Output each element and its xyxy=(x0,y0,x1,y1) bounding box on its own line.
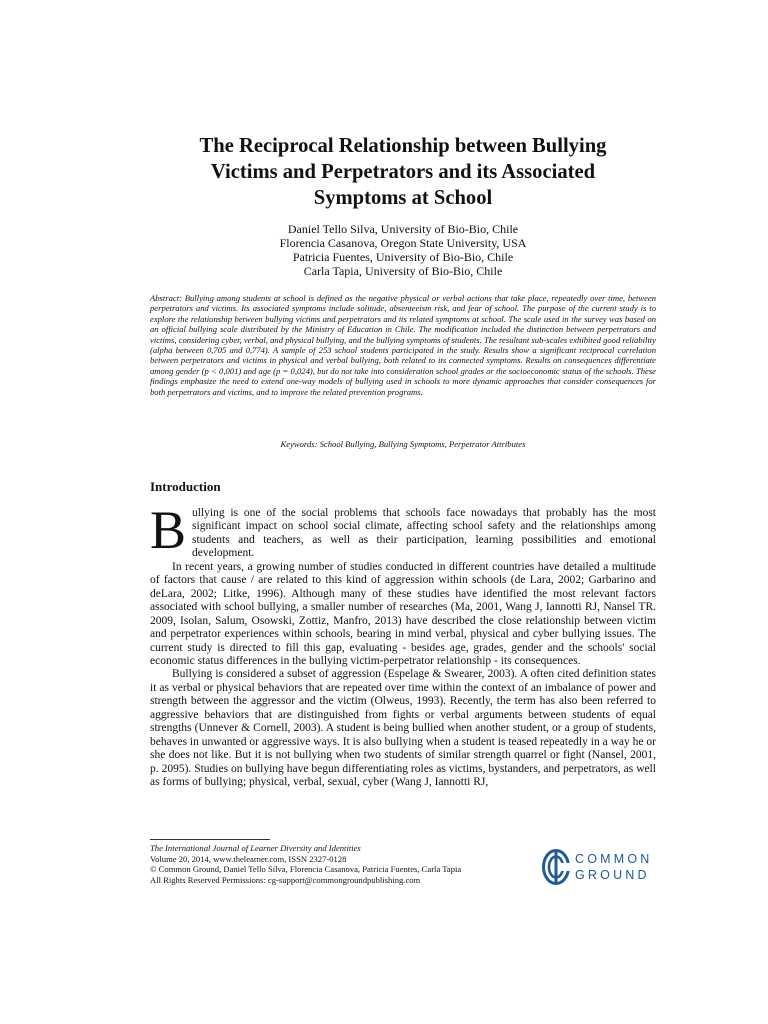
common-ground-logo-mark-icon xyxy=(541,848,571,886)
logo-text-common: COMMON xyxy=(575,852,653,866)
title-line-3: Symptoms at School xyxy=(313,187,493,209)
author-4: Carla Tapia, University of Bio-Bio, Chile xyxy=(303,264,503,278)
paragraph-2: In recent years, a growing number of studies conducted in different countries have detailed a multitude of factors that cause / are related to this kind of aggression within schools (de Lara, 2002; Garbarino and deLara, 2002; Litke, 1996). Although many of these studies have identified the most relevant factors associated with school bullying, a smaller number of researches (Ma, 2001, Wang J, Iannotti RJ, Nansel TR. 2009, Isolan, Salum, Osowski, Zottiz, Manfro, 2013) have described the close relationship between victim and perpetrator experiences within schools, bearing in mind verbal, physical and cyber bullying issues. The current study is directed to fill this gap, evaluating - besides age, grades, gender and the schools' social economic status differences in the bullying victim-perpetrator relationship - its consequences. xyxy=(150,560,656,667)
paragraph-1-text: ullying is one of the social problems that schools face nowadays that probably has the most significant impact on school social climate, affecting school safety and the relationships among students and teachers, as well as their participation, learning possibilities and emotional development. xyxy=(192,507,656,560)
title-line-1: The Reciprocal Relationship between Bullying xyxy=(199,135,607,157)
logo-text xyxy=(575,851,653,883)
common-ground-logo xyxy=(541,848,659,888)
logo-text-ground: GROUND xyxy=(575,868,650,882)
footer xyxy=(150,843,550,885)
author-3: Patricia Fuentes, University of Bio-Bio, Chile xyxy=(292,250,514,264)
abstract: Abstract: Bullying among students at school is defined as the negative physical or verbal actions that take place, repeatedly over time, between perpetrators and victims. Its associated symptoms include solitude, absenteeism risk, and fear of school. The purpose of the current study is to explore the relationship between bullying victims and perpetrators and its related symptoms at school. The scale used in the survey was based on an official bullying scale distributed by the Ministry of Education in Chile. The modification included the distinction between perpetrators and victims, considering cyber, verbal, and physical bullying, and the bullying symptoms of students. The resultant sub-scales exhibited good reliability (alpha between 0,705 and 0,774). A sample of 253 school students participated in the study. Results show a significant reciprocal correlation between perpetrators and victims in physical and verbal bullying, both related to its connected symptoms. Results on consequences differentiate among gender (p < 0,001) and age (p = 0,024), but do not take into consideration school grades or the socioeconomic status of the schools. These findings emphasize the need to extend one-way models of bullying used in schools to more dynamic approaches that consider consequences for both perpetrators and victims, and to improve the related prevention programs. xyxy=(150,293,656,397)
paragraph-3: Bullying is considered a subset of aggression (Espelage & Swearer, 2003). A often cited definition states it as verbal or physical behaviors that are repeated over time within the context of an imbalance of power and strength between the aggressor and the victim (Olweus, 1993). Recently, the term has also been referred to aggressive behaviors that are distinguished from fights or verbal arguments between students of equal strengths (Unnever & Cornell, 2003). A student is being bullied when another student, or a group of students, behaves in unwanted or aggressive ways. It is also bullying when a student is teased repeatedly in a way he or she does not like. But it is not bullying when two students of similar strength quarrel or fight (Nansel, 2001, p. 2095). Studies on bullying have begun differentiating roles as victims, bystanders, and perpetrators, as well as forms of bullying; physical, verbal, sexual, cyber (Wang J, Iannotti RJ, xyxy=(150,668,656,789)
author-list xyxy=(150,222,656,278)
author-1: Daniel Tello Silva, University of Bio-Bio, Chile xyxy=(287,222,519,236)
keywords: Keywords: School Bullying, Bullying Symptoms, Perpetrator Attributes xyxy=(280,439,526,449)
footer-copyright: © Common Ground, Daniel Tello Silva, Florencia Casanova, Patricia Fuentes, Carla Tapia xyxy=(150,864,462,874)
paper-title xyxy=(150,133,656,211)
footer-rights: All Rights Reserved Permissions: cg-support@commongroundpublishing.com xyxy=(150,874,421,885)
drop-cap: B xyxy=(150,500,187,560)
footer-volume: Volume 20, 2014, www.thelearner.com, ISSN 2327-0128 xyxy=(150,853,347,864)
author-2: Florencia Casanova, Oregon State University, USA xyxy=(279,236,527,250)
footer-journal: The International Journal of Learner Diversity and Identities xyxy=(150,843,361,853)
body-text xyxy=(150,500,656,790)
paragraph-1 xyxy=(150,500,656,561)
title-line-2: Victims and Perpetrators and its Associated xyxy=(210,161,596,183)
footer-divider xyxy=(150,839,270,840)
section-heading-introduction: Introduction xyxy=(150,479,221,494)
